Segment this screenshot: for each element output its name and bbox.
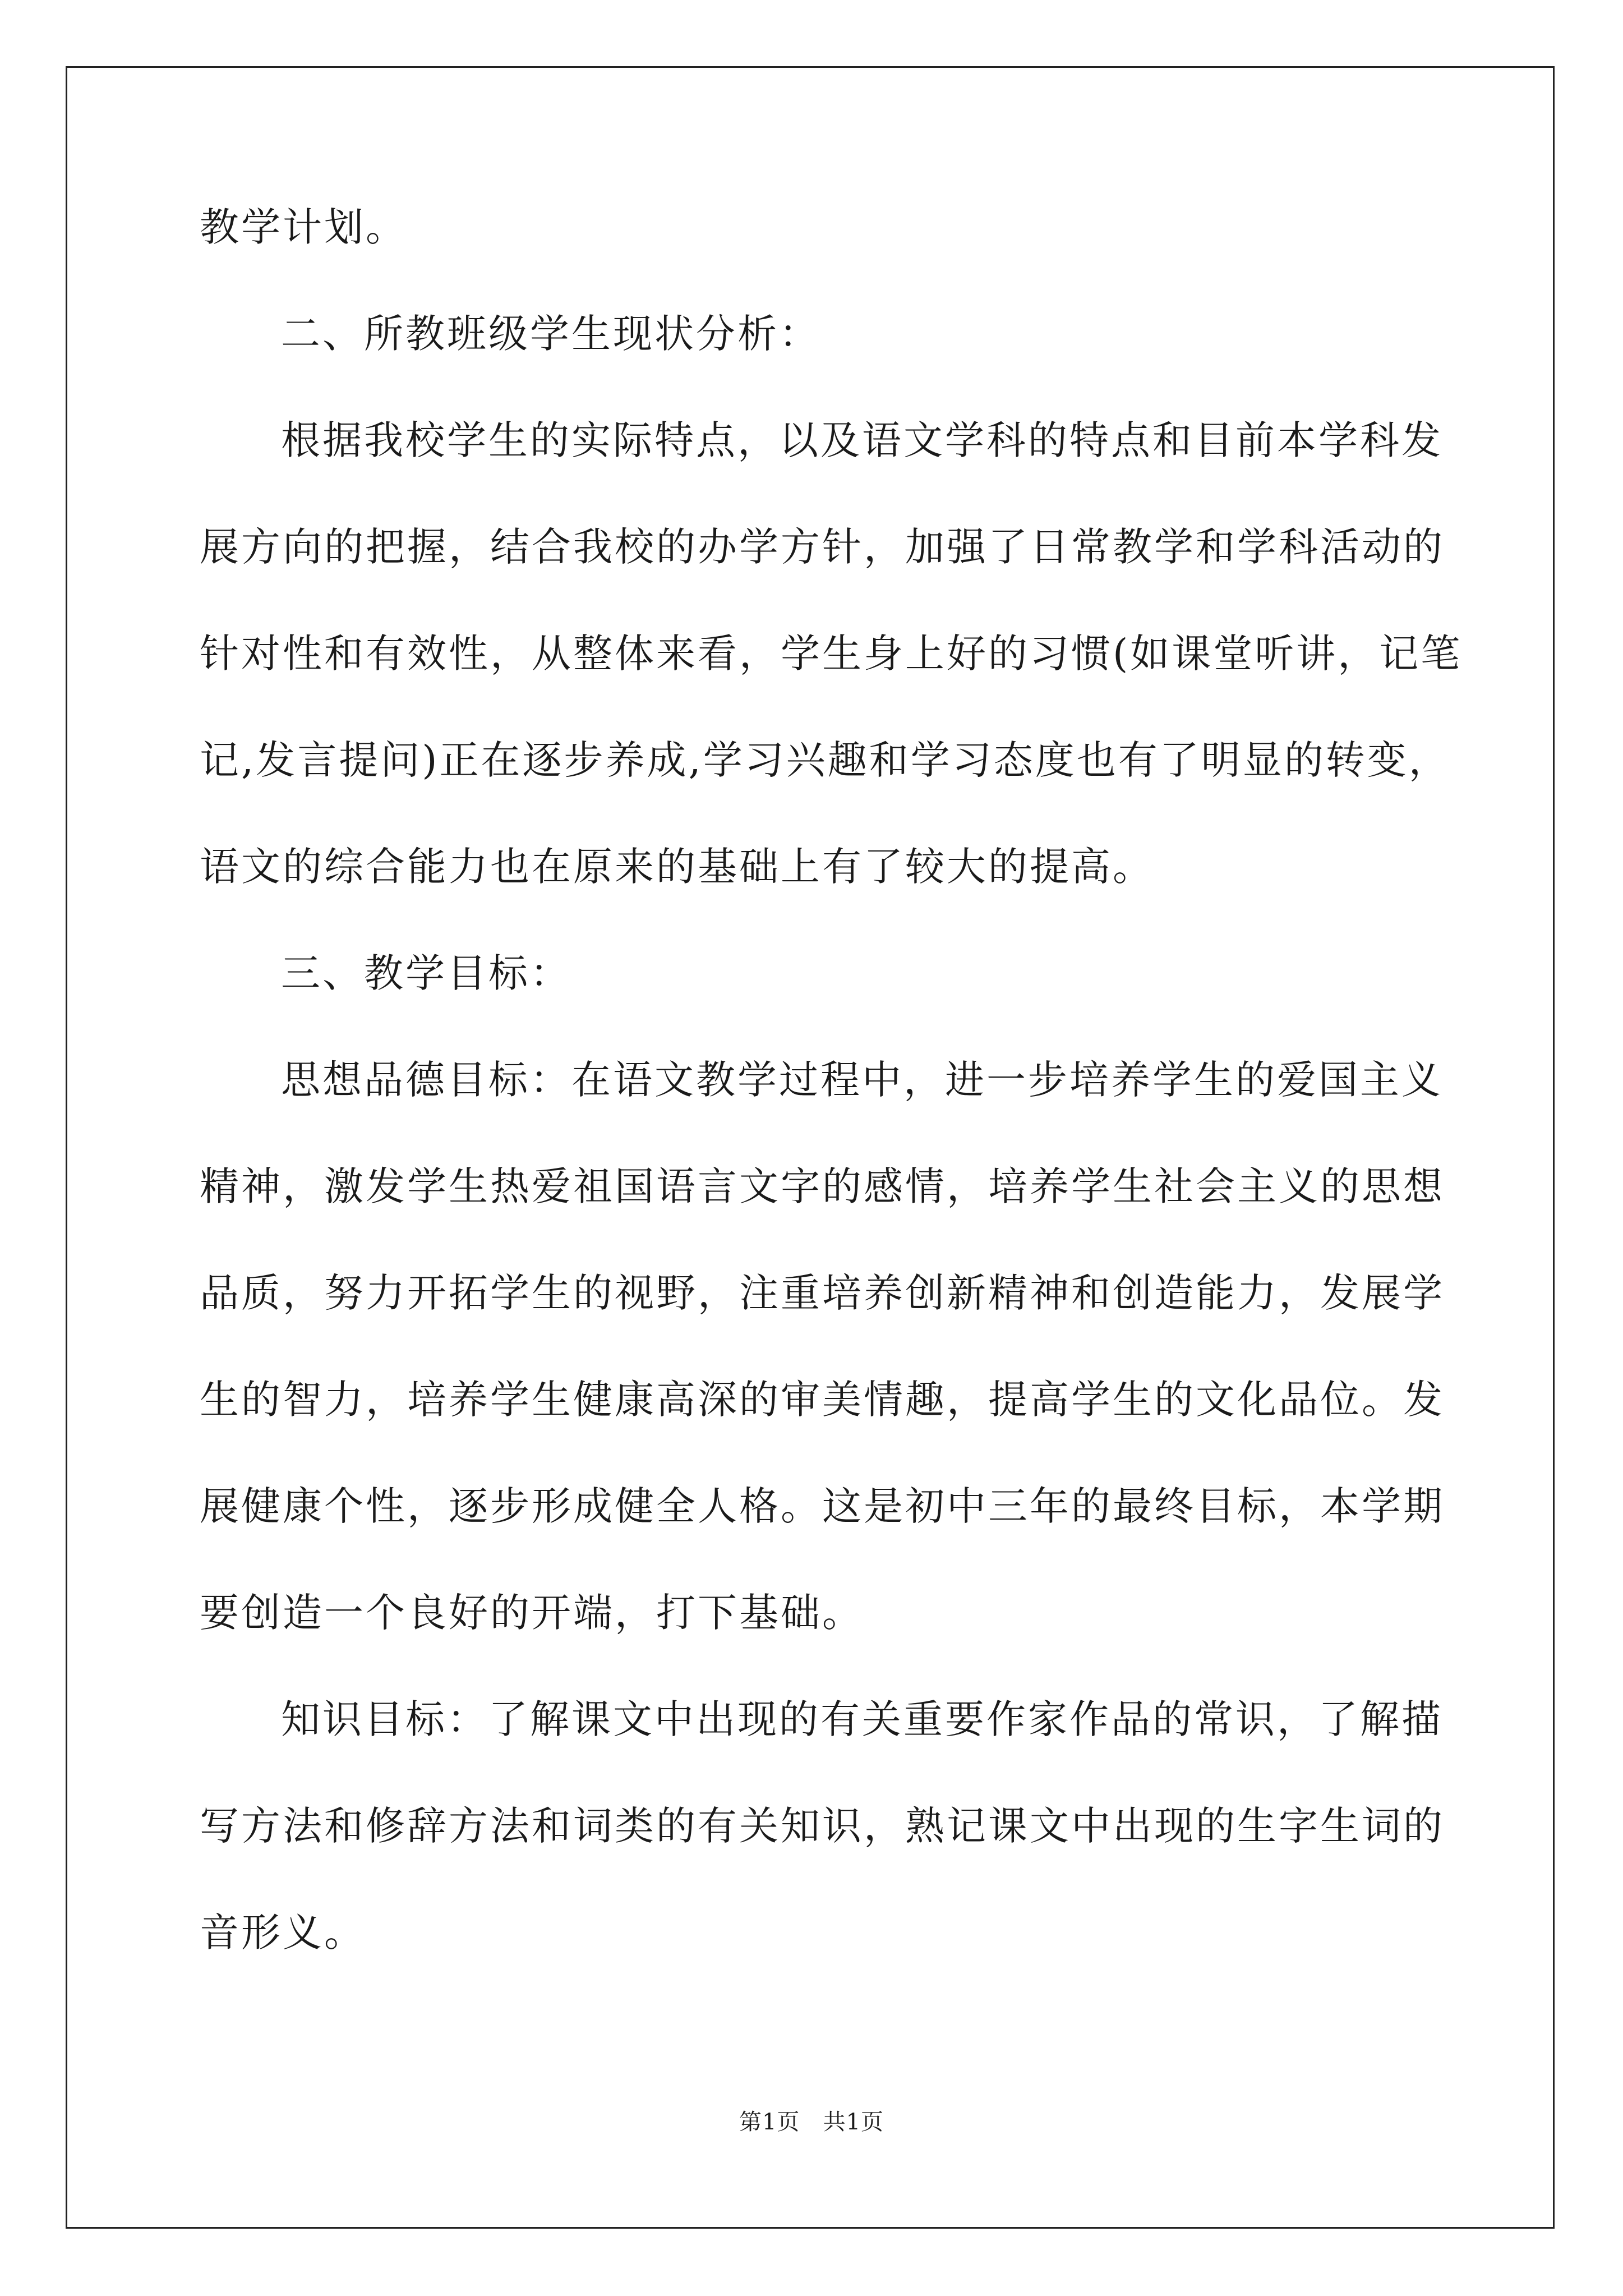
text-line: 要创造一个良好的开端，打下基础。 — [200, 1590, 864, 1636]
text-line: 思想品德目标：在语文教学过程中，进一步培养学生的爱国主义 — [281, 1057, 1443, 1103]
text-line: 精神，激发学生热爱祖国语言文字的感情，培养学生社会主义的思想 — [200, 1163, 1445, 1209]
text-line: 展方向的把握，结合我校的办学方针，加强了日常教学和学科活动的 — [200, 524, 1445, 570]
text-line: 记,发言提问)正在逐步养成,学习兴趣和学习态度也有了明显的转变， — [200, 737, 1450, 783]
text-line: 针对性和有效性，从整体来看，学生身上好的习惯(如课堂听讲，记笔 — [200, 631, 1463, 677]
text-line: 写方法和修辞方法和词类的有关知识，熟记课文中出现的生字生词的 — [200, 1803, 1445, 1849]
page-number: 第1页 — [739, 2109, 800, 2135]
text-line: 根据我校学生的实际特点，以及语文学科的特点和目前本学科发 — [281, 417, 1443, 463]
text-line: 语文的综合能力也在原来的基础上有了较大的提高。 — [200, 844, 1154, 890]
text-line: 展健康个性，逐步形成健全人格。这是初中三年的最终目标，本学期 — [200, 1483, 1445, 1529]
page-footer — [0, 2111, 1623, 2133]
text-line: 教学计划。 — [200, 204, 407, 250]
text-line: 知识目标：了解课文中出现的有关重要作家作品的常识，了解描 — [281, 1696, 1443, 1742]
text-line: 品质，努力开拓学生的视野，注重培养创新精神和创造能力，发展学 — [200, 1270, 1445, 1316]
text-line: 生的智力，培养学生健康高深的审美情趣，提高学生的文化品位。发 — [200, 1377, 1445, 1423]
page-border — [66, 66, 1555, 2229]
section-heading: 二、所教班级学生现状分析： — [281, 311, 820, 357]
page-total: 共1页 — [823, 2109, 884, 2135]
section-heading: 三、教学目标： — [281, 950, 571, 996]
text-line: 音形义。 — [200, 1910, 366, 1955]
